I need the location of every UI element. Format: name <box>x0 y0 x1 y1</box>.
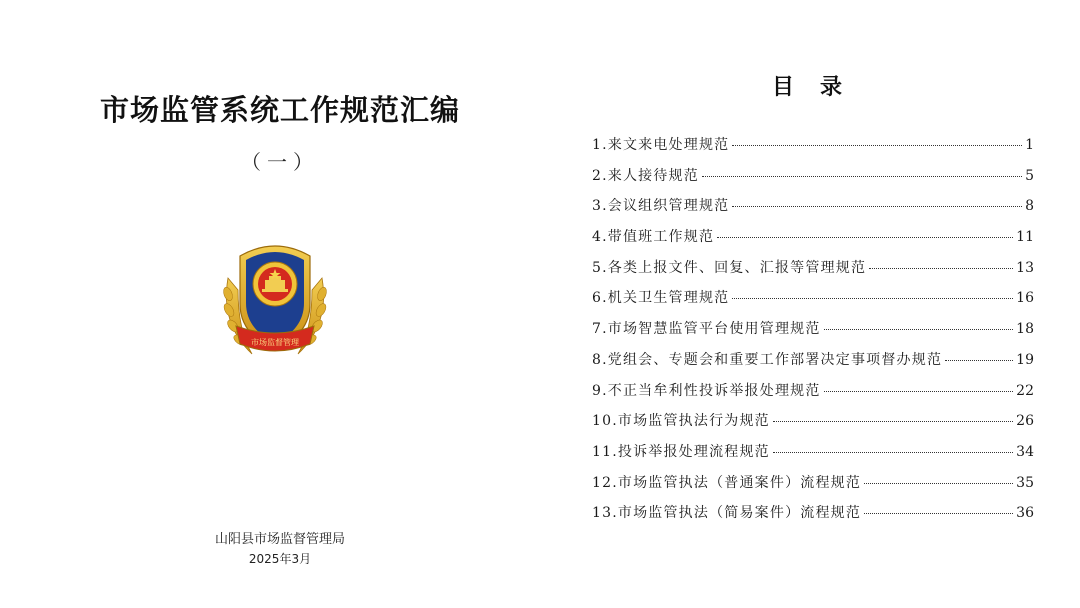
toc-page-number: 19 <box>1016 351 1034 368</box>
toc-page-number: 18 <box>1016 321 1034 338</box>
toc-leader-dots <box>945 360 1013 361</box>
volume-label: （一） <box>241 150 319 174</box>
toc-entry[interactable] <box>592 134 1034 165</box>
publisher-name: 山阳县市场监督管理局 <box>214 532 345 547</box>
toc-list <box>592 134 1034 533</box>
emblem-ribbon-text: 市场监督管理 <box>251 338 299 347</box>
toc-entry-title: 13.市场监管执法（简易案件）流程规范 <box>592 505 862 522</box>
toc-leader-dots <box>717 237 1013 238</box>
toc-page-number: 36 <box>1016 505 1034 522</box>
toc-leader-dots <box>824 391 1014 392</box>
toc-leader-dots <box>732 206 1022 207</box>
document-title: 市场监管系统工作规范汇编 <box>99 93 460 127</box>
toc-entry[interactable] <box>592 380 1034 411</box>
publication-date: 2025年3月 <box>248 552 312 566</box>
toc-page-number: 5 <box>1025 167 1034 184</box>
toc-page-number: 11 <box>1016 229 1034 246</box>
toc-entry[interactable] <box>592 349 1034 380</box>
toc-page-number: 1 <box>1025 137 1034 153</box>
toc-entry[interactable] <box>592 195 1034 226</box>
toc-entry[interactable] <box>592 257 1034 288</box>
toc-entry-title: 11.投诉举报处理流程规范 <box>592 443 770 460</box>
toc-entry-title: 6.机关卫生管理规范 <box>592 290 730 307</box>
toc-page-number: 8 <box>1025 198 1034 215</box>
toc-entry[interactable] <box>592 226 1034 257</box>
toc-entry-title: 5.各类上报文件、回复、汇报等管理规范 <box>592 259 867 276</box>
toc-leader-dots <box>824 329 1014 330</box>
toc-leader-dots <box>732 145 1022 146</box>
toc-entry-title: 8.党组会、专题会和重要工作部署决定事项督办规范 <box>592 351 943 368</box>
toc-page-number: 22 <box>1016 382 1034 399</box>
toc-page-number: 16 <box>1016 290 1034 307</box>
toc-entry[interactable] <box>592 287 1034 318</box>
toc-leader-dots <box>773 452 1013 453</box>
toc-page-number: 26 <box>1016 413 1034 430</box>
toc-leader-dots <box>773 421 1013 422</box>
toc-leader-dots <box>864 513 1013 514</box>
toc-entry-title: 7.市场智慧监管平台使用管理规范 <box>592 321 821 338</box>
toc-entry-title: 12.市场监管执法（普通案件）流程规范 <box>592 474 862 491</box>
toc-page-number: 13 <box>1016 259 1034 276</box>
toc-entry[interactable] <box>592 165 1034 196</box>
toc-leader-dots <box>732 298 1013 299</box>
market-regulation-emblem-icon <box>218 234 332 368</box>
toc-page-number: 34 <box>1016 443 1034 460</box>
toc-entry-title: 1.来文来电处理规范 <box>592 137 730 153</box>
toc-entry-title: 10.市场监管执法行为规范 <box>592 413 770 430</box>
toc-entry[interactable] <box>592 441 1034 472</box>
toc-leader-dots <box>702 176 1022 177</box>
toc-entry-title: 9.不正当牟利性投诉举报处理规范 <box>592 382 821 399</box>
toc-entry[interactable] <box>592 318 1034 349</box>
toc-heading: 目录 <box>772 75 869 100</box>
toc-leader-dots <box>864 483 1013 484</box>
toc-entry-title: 4.带值班工作规范 <box>592 229 715 246</box>
toc-entry[interactable] <box>592 502 1034 533</box>
toc-page-number: 35 <box>1016 474 1034 491</box>
toc-entry[interactable] <box>592 410 1034 441</box>
toc-entry[interactable] <box>592 472 1034 503</box>
toc-leader-dots <box>869 268 1013 269</box>
toc-entry-title: 2.来人接待规范 <box>592 167 699 184</box>
toc-entry-title: 3.会议组织管理规范 <box>592 198 730 215</box>
